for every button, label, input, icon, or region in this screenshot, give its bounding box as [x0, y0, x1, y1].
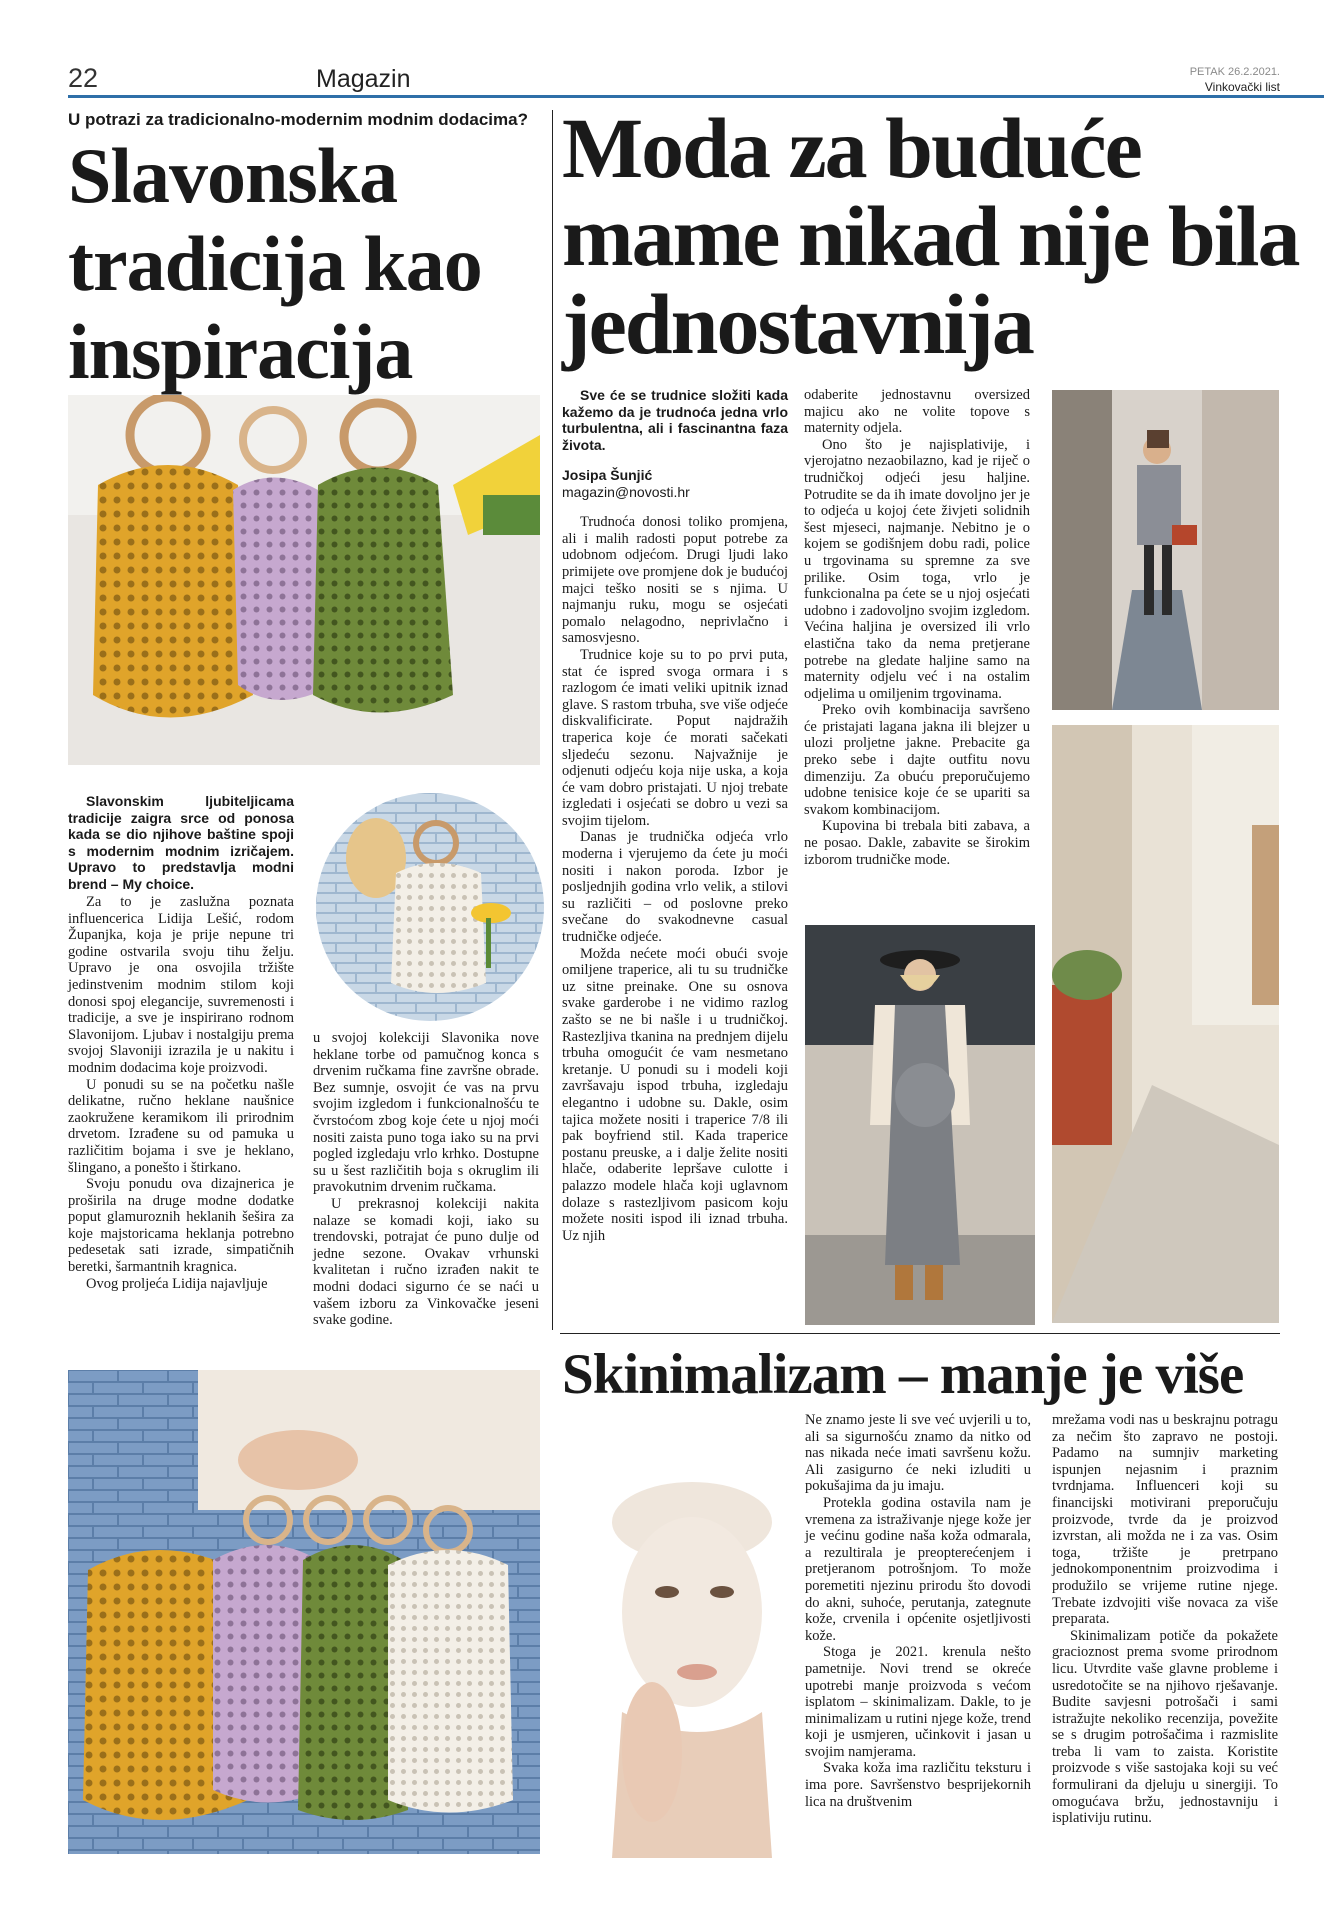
header-rule: [68, 95, 1324, 98]
article2-paragraph: Trudnoća donosi toliko promjena, ali i malih radosti poput potrebe za udobnom odjećom. Drugi ljudi lako primijete ove promjene dok je budućoj majci teško nositi se s njima. U najmanju ruku, mogu se osjećati pomalo nelagodno, neprivlačno i samosvjesno.: [562, 514, 788, 647]
article3-col2: [1052, 1412, 1278, 1827]
bags-photo: [68, 395, 540, 765]
skincare-face-mask-image: [562, 1412, 802, 1858]
column-divider: [552, 110, 553, 1330]
article3-paragraph: mrežama vodi nas u beskrajnu potragu za nečim što zapravo ne postoji. Padamo na sumnjiv marketing ispunjen nejasnim i praznim tvrdnjama. Influenceri koji su financijski motivirani preporučuju proizvode, tvrde da je proizvod izvrstan, ali možda ne i za vas. Osim toga, tržište je pretrpano jednokomponentnim proizvodima i produžilo se vrijeme rutine njege. Trebate izdvojiti više novaca za više preparata.: [1052, 1412, 1278, 1628]
face-mask-photo: [562, 1412, 802, 1858]
maternity-outfit-image: [805, 925, 1035, 1325]
pregnant-woman-photo: [805, 925, 1035, 1325]
article3-title: Skinimalizam – manje je više: [562, 1343, 1244, 1406]
article1-col2: [313, 1030, 539, 1329]
article-divider: [560, 1333, 1280, 1334]
article2-paragraph: Kupovina bi trebala biti zabava, a ne posao. Dakle, zabavite se širokim izborom trudničke mode.: [804, 818, 1030, 868]
article1-paragraph: U ponudi su se na početku našle delikatne, ručno heklane naušnice zaokružene keramikom ili prirodnim drvetom. Izrađene su od pamuka u različitim bojama i sve je heklano, šlingano, a ponešto i štirkano.: [68, 1076, 294, 1176]
article3-paragraph: Svaka koža ima različitu teksturu i ima pore. Savršenstvo besprijekornih lica na društvenim: [805, 1760, 1031, 1810]
article2-paragraph: Ono što je najisplativije, i vjerojatno nezaobilazno, kad je riječ o trudničkoj odjeći jesu haljine. Potrudite se da ih imate dovoljno jer je to odjeća u kojoj ćete živjeti solidnih šest mjeseci, najmanje. Nebitno je o kojem se godišnjem dobu radi, police u trgovinama su spremne za sve prilike. Osim toga, vrlo je funkcionalna pa ćete se u njoj osjećati udobno i zadovoljno svojim izgledom. Većina haljina je oversized ili vrlo elastična tako da nema pretjerane potrebe na gledate haljine samo na maternity odjelu već i na ostalim odjelima u omiljenim trgovinama.: [804, 436, 1030, 702]
article2-col1: [562, 387, 788, 1244]
article2-lead: Sve će se trudnice složiti kada kažemo da je trudnoća jedna vrlo turbulentna, ali i fascinantna faza života.: [562, 387, 788, 453]
article3-paragraph: Skinimalizam potiče da pokažete gracioznost prema svome prirodnom licu. Utvrdite vaše glavne probleme i usredotočite se na njihovo rješavanje. Budite savjesni potrošači i sami istražujte nekoliko recenzija, povežite se s drugim potrošačima i razmislite treba li vam to zaista. Koristite proizvode s više sastojaka koji su već formulirani da djeluju u sinergiji. To omogućava bržu, jednostavniju i isplativiju rutinu.: [1052, 1627, 1278, 1827]
article2-paragraph: Danas je trudnička odjeća vrlo moderna i vjerujemo da ćete ju moći nositi i nakon poroda. Izbor je posljednjih godina vrlo velik, a stilovi su različiti – od poslovne preko svečane do svakodnevne casual trudničke odjeće.: [562, 829, 788, 946]
article2-email: magazin@novosti.hr: [562, 483, 690, 500]
article1-col1: [68, 793, 294, 1292]
hands-holding-bags-image: [68, 1370, 540, 1854]
article2-paragraph: Možda nećete moći obući svoje omiljene traperice, ali tu su trudničke uz sitne preinake. One su osnova svake garderobe i ne vidimo razlog zašto se ne bi našle i u trudničkoj. Rastezljiva tkanina na prednjem dijelu trbuha omogućit će vam nesmetano kretanje. U ponudi su i modeli koji završavaju ispod trbuha, izgledaju elegantno i udobne su. Dakle, osim tajica možete nositi i traperice 7/8 ili pak boyfriend stil. Kada traperice postanu preuske, a i dalje želite nositi hlače, odaberite lepršave culotte i palazzo modele hlača koji uglavnom dolaze s rastezljivom pasicom koju možete nositi ispod ili iznad trbuha. Uz njih: [562, 945, 788, 1244]
article3-col1: [805, 1412, 1031, 1810]
crochet-bags-image: [68, 395, 540, 765]
article2-paragraph: odaberite jednostavnu oversized majicu ako ne volite topove s maternity odjela.: [804, 387, 1030, 437]
hands-bags-photo: [68, 1370, 540, 1854]
article3-paragraph: Ne znamo jeste li sve već uvjerili u to, ali sa sigurnošću znamo da nitko od nas nikada neće imati savršenu kožu. Ali zasigurno će neki izluditi u pokušajima da ju imaju.: [805, 1412, 1031, 1495]
woman-coat-photo: [1052, 390, 1279, 710]
section-name: Magazin: [316, 65, 411, 93]
round-bag-photo: [316, 793, 544, 1021]
blurred-street-image: [1052, 725, 1279, 1323]
article2-author: Josipa Šunjić: [562, 467, 653, 483]
article1-lead: Slavonskim ljubiteljicama tradicije zaigra srce od ponosa kada se dio njihove baštine spoji s modernim modnim izričajem. Upravo to predstavlja modni brend – My choice.: [68, 793, 294, 892]
issue-date: PETAK 26.2.2021.: [1189, 66, 1280, 78]
article2-paragraph: Trudnice koje su to po prvi puta, stat će ispred svoga ormara i s razlogom će imati veliki upitnik iznad glave. S rastom trbuha, sve više odjeće diskvalificirate. Poput najdražih traperica koje će morati sačekati sljedeću sezonu. Najvažnije je odjenuti odjeću koja nije uska, a koja će vam dobro pristajati. U njoj trebate izgledati i osjećati se dobro u vezi sa svojim tijelom.: [562, 646, 788, 829]
article1-title: Slavonska tradicija kao inspiracija: [68, 132, 482, 395]
article1-paragraph: Ovog proljeća Lidija najavljuje: [86, 1275, 268, 1292]
article1-paragraph: u svojoj kolekciji Slavonika nove heklane torbe od pamučnog konca s drvenim ručkama fine završne obrade. Bez sumnje, osvojit će vas na prvu svojim izgledom i funkcionalnošću te čvrstoćom zbog koje ćete u njoj moći nositi zaista puno toga iako su na prvi pogled izgledaju vrlo krhko. Dostupne su u šest različitih boja s okruglim ili pravokutnim drvenim ručkama.: [313, 1030, 539, 1196]
article2-title: Moda za buduće mame nikad nije bila jednostavnija: [562, 100, 1299, 372]
article1-paragraph: Za to je zaslužna poznata influencerica Lidija Lešić, rodom Županjka, koja je prije nepune tri godine ostvarila svoju tihu želju. Upravo je ona osvojila tržište jedinstvenim modnim stilom koji donosi spoj elegancije, suvremenosti i tradicije, a sve je inspirirano rodnom Slavonijom. Ljubav i nostalgiju prema svojoj Slavoniji izrazila je u nakitu i modnim dodacima koje proizvodi.: [68, 894, 294, 1076]
article3-paragraph: Stoga je 2021. krenula nešto pametnije. Novi trend se okreće upotrebi manje proizvoda s većom isplatom – skinimalizam. Dakle, to je minimalizam u rutini njege kože, trend koji je usmjeren, učinkovit i jasan u svojim namjerama.: [805, 1644, 1031, 1760]
white-bag-image: [316, 793, 544, 1021]
article1-paragraph: Svoju ponudu ova dizajnerica je proširila na druge modne dodatke poput glamuroznih heklanih šešira za koje majstoricama heklanja potrebno pedesetak sati izrade, simpatičnih beretki, šarmantnih kragnica.: [68, 1176, 294, 1276]
publication-name: Vinkovački list: [1204, 80, 1280, 94]
street-photo: [1052, 725, 1279, 1323]
article2-col2: [804, 387, 1030, 868]
article3-paragraph: Protekla godina ostavila nam je vremena za istraživanje njege kože jer je većinu godine naša koža odmarala, a rezultirala je preopterećenjem i pretjeranom potrošnjom. To može poremetiti njezinu prirodu što dovodi do akni, suhoće, perutanja, zategnute kože, crvenila i općenite osjetljivosti kože.: [805, 1494, 1031, 1644]
article2-paragraph: Preko ovih kombinacija savršeno će pristajati lagana jakna ili blejzer u ulozi proljetne jakne. Prebacite ga preko sebe i dajte outfitu novu dimenziju. Za obuću preporučujemo udobne tenisice koje će se upariti sa svakom kombinacijom.: [804, 702, 1030, 818]
article1-kicker: U potrazi za tradicionalno-modernim modnim dodacima?: [68, 110, 528, 129]
article1-paragraph: U prekrasnoj kolekciji nakita nalaze se komadi koji, iako su trendovski, potrajat će puno dulje od jedne sezone. Ovakav vrhunski kvalitetan i ručno izrađen nakit te modni dodaci sigurno će se naći u vašem izboru za Vinkovačke jeseni svake godine.: [313, 1195, 539, 1329]
street-fashion-image: [1052, 390, 1279, 710]
page-number: 22: [68, 63, 99, 93]
